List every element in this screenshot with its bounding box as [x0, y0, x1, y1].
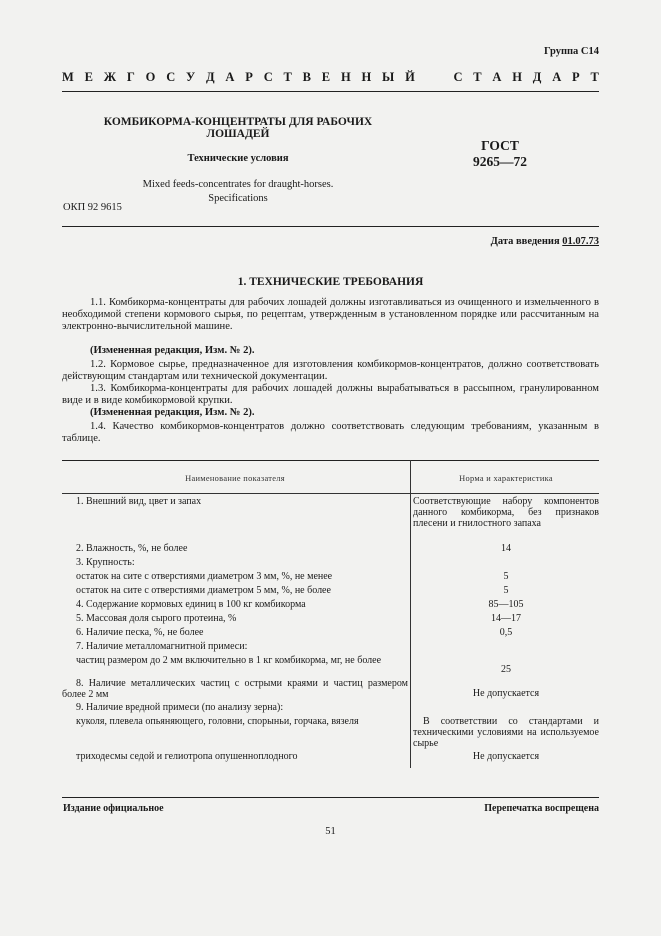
- header-rule: [62, 226, 599, 227]
- footer-rule: [62, 797, 599, 798]
- banner-letter: Г: [126, 70, 135, 84]
- table-row-13-name: куколя, плевела опьяняющего, головни, спорыньи, горчака, вязеля: [76, 716, 359, 727]
- table-row-6-name: 4. Содержание кормовых единиц в 100 кг комбикорма: [76, 599, 306, 610]
- table-row-12-name: 9. Наличие вредной примеси (по анализу зерна):: [76, 702, 284, 713]
- table-row-8-value: 0,5: [499, 627, 513, 638]
- table-row-11-name: 8. Наличие металлических частиц с острыми краями и частиц размером более 2 мм: [62, 678, 408, 701]
- banner-letter: А: [225, 70, 235, 84]
- document-subtitle: Технические условия: [187, 153, 289, 164]
- amendment-note-1: (Измененная редакция, Изм. № 2).: [90, 345, 255, 356]
- table-row-10-value: 25: [501, 664, 511, 675]
- banner-letter: Н: [512, 70, 522, 84]
- english-line-2: Specifications: [208, 193, 268, 204]
- banner-letter: Р: [245, 70, 253, 84]
- banner-letter: Н: [340, 70, 351, 84]
- table-header-indicator: Наименование показателя: [185, 474, 285, 483]
- table-row-5-value: 5: [503, 585, 509, 596]
- okp-code: ОКП 92 9615: [63, 202, 122, 213]
- gost-designation: [440, 138, 560, 170]
- table-row-5-name: остаток на сите с отверстиями диаметром 5 мм, %, не более: [76, 585, 331, 596]
- title-line-1: КОМБИКОРМА-КОНЦЕНТРАТЫ ДЛЯ РАБОЧИХ: [103, 116, 373, 128]
- amendment-note-2: (Измененная редакция, Изм. № 2).: [90, 407, 255, 418]
- banner-letter: [426, 70, 429, 85]
- table-column-divider: [410, 460, 411, 768]
- banner-letter: Ы: [382, 70, 395, 84]
- banner-letter: М: [62, 70, 74, 84]
- table-row-9-name: 7. Наличие металломагнитной примеси:: [76, 641, 248, 652]
- table-row-1-name: 1. Внешний вид, цвет и запах: [76, 496, 202, 507]
- page-number: 51: [325, 826, 336, 837]
- table-row-2-name: 2. Влажность, %, не более: [76, 543, 188, 554]
- official-edition-label: Издание официальное: [63, 803, 164, 814]
- banner-letter: [440, 70, 443, 85]
- table-row-1-value: Соответствующие набору компонентов данного комбикорма, без признаков плесени и гнилостного запаха: [413, 496, 599, 530]
- table-row-3-name: 3. Крупность:: [76, 557, 135, 568]
- table-row-14-value: Не допускается: [472, 751, 540, 762]
- banner-letter: О: [145, 70, 156, 84]
- paragraph-1-3: 1.3. Комбикорма-концентраты для рабочих лошадей должны вырабатываться в рассыпном, гранулированном виде и в виде комбикормовой крупки.: [62, 383, 599, 406]
- date-label: Дата введения: [490, 236, 560, 247]
- paragraph-1-2: 1.2. Кормовое сырье, предназначенное для изготовления комбикормов-концентратов, должно соответствовать действующим стандартам или технической документации.: [62, 359, 599, 382]
- banner-letter: Й: [405, 70, 415, 84]
- banner-letter: Е: [84, 70, 93, 84]
- table-row-10-name: частиц размером до 2 мм включительно в 1 кг комбикорма, мг, не более: [76, 655, 382, 666]
- banner-letter: С: [453, 70, 463, 84]
- table-row-13-value: В соответствии со стандартами и техническими условиями на используемое сырье: [413, 716, 599, 750]
- table-header-norm: Норма и характеристика: [459, 474, 553, 483]
- banner-letter: С: [166, 70, 176, 84]
- english-line-1: Mixed feeds-concentrates for draught-horses.: [142, 179, 334, 190]
- section-title: 1. ТЕХНИЧЕСКИЕ ТРЕБОВАНИЯ: [237, 276, 424, 288]
- standard-banner: [62, 70, 599, 85]
- top-rule: [62, 91, 599, 92]
- paragraph-1-1: 1.1. Комбикорма-концентраты для рабочих лошадей должны изготавливаться из очищенного и измельченного в необходимой степени кормового сырья, по рецептам, утвержденным в установленном порядке или рассчитанным на электронно-вычислительной машине.: [62, 297, 599, 332]
- document-title: [88, 116, 388, 140]
- banner-letter: Д: [532, 70, 542, 84]
- table-header-rule: [62, 493, 599, 494]
- group-code: Группа С14: [543, 46, 599, 57]
- reprint-prohibited-label: Перепечатка воспрещена: [484, 803, 599, 814]
- banner-letter: С: [263, 70, 273, 84]
- table-row-2-value: 14: [501, 543, 511, 554]
- effective-date: [491, 236, 599, 247]
- table-row-6-value: 85—105: [488, 599, 524, 610]
- table-row-11-value: Не допускается: [472, 688, 540, 699]
- banner-letter: Д: [206, 70, 215, 84]
- banner-letter: Т: [283, 70, 292, 84]
- date-value: 01.07.73: [562, 236, 599, 247]
- paragraph-1-4: 1.4. Качество комбикормов-концентратов должно соответствовать следующим требованиям, указанным в таблице.: [62, 421, 599, 444]
- table-row-14-name: триходесмы седой и гелиотропа опушенноплодного: [76, 751, 298, 762]
- english-title: [88, 178, 388, 206]
- banner-letter: Н: [361, 70, 372, 84]
- table-row-7-name: 5. Массовая доля сырого протеина, %: [76, 613, 237, 624]
- table-row-4-name: остаток на сите с отверстиями диаметром 3 мм, %, не менее: [76, 571, 333, 582]
- banner-letter: В: [302, 70, 311, 84]
- banner-letter: Р: [572, 70, 580, 84]
- banner-letter: Е: [321, 70, 331, 84]
- table-row-7-value: 14—17: [491, 613, 521, 624]
- banner-letter: У: [186, 70, 196, 84]
- table-row-8-name: 6. Наличие песка, %, не более: [76, 627, 204, 638]
- banner-letter: Ж: [103, 70, 117, 84]
- table-row-4-value: 5: [503, 571, 509, 582]
- banner-letter: А: [492, 70, 502, 84]
- table-top-rule: [62, 460, 599, 461]
- gost-label: ГОСТ: [481, 138, 519, 153]
- banner-letter: А: [552, 70, 562, 84]
- gost-number: 9265—72: [473, 154, 527, 169]
- title-line-2: ЛОШАДЕЙ: [206, 128, 270, 140]
- banner-letter: Т: [590, 70, 599, 84]
- banner-letter: Т: [473, 70, 482, 84]
